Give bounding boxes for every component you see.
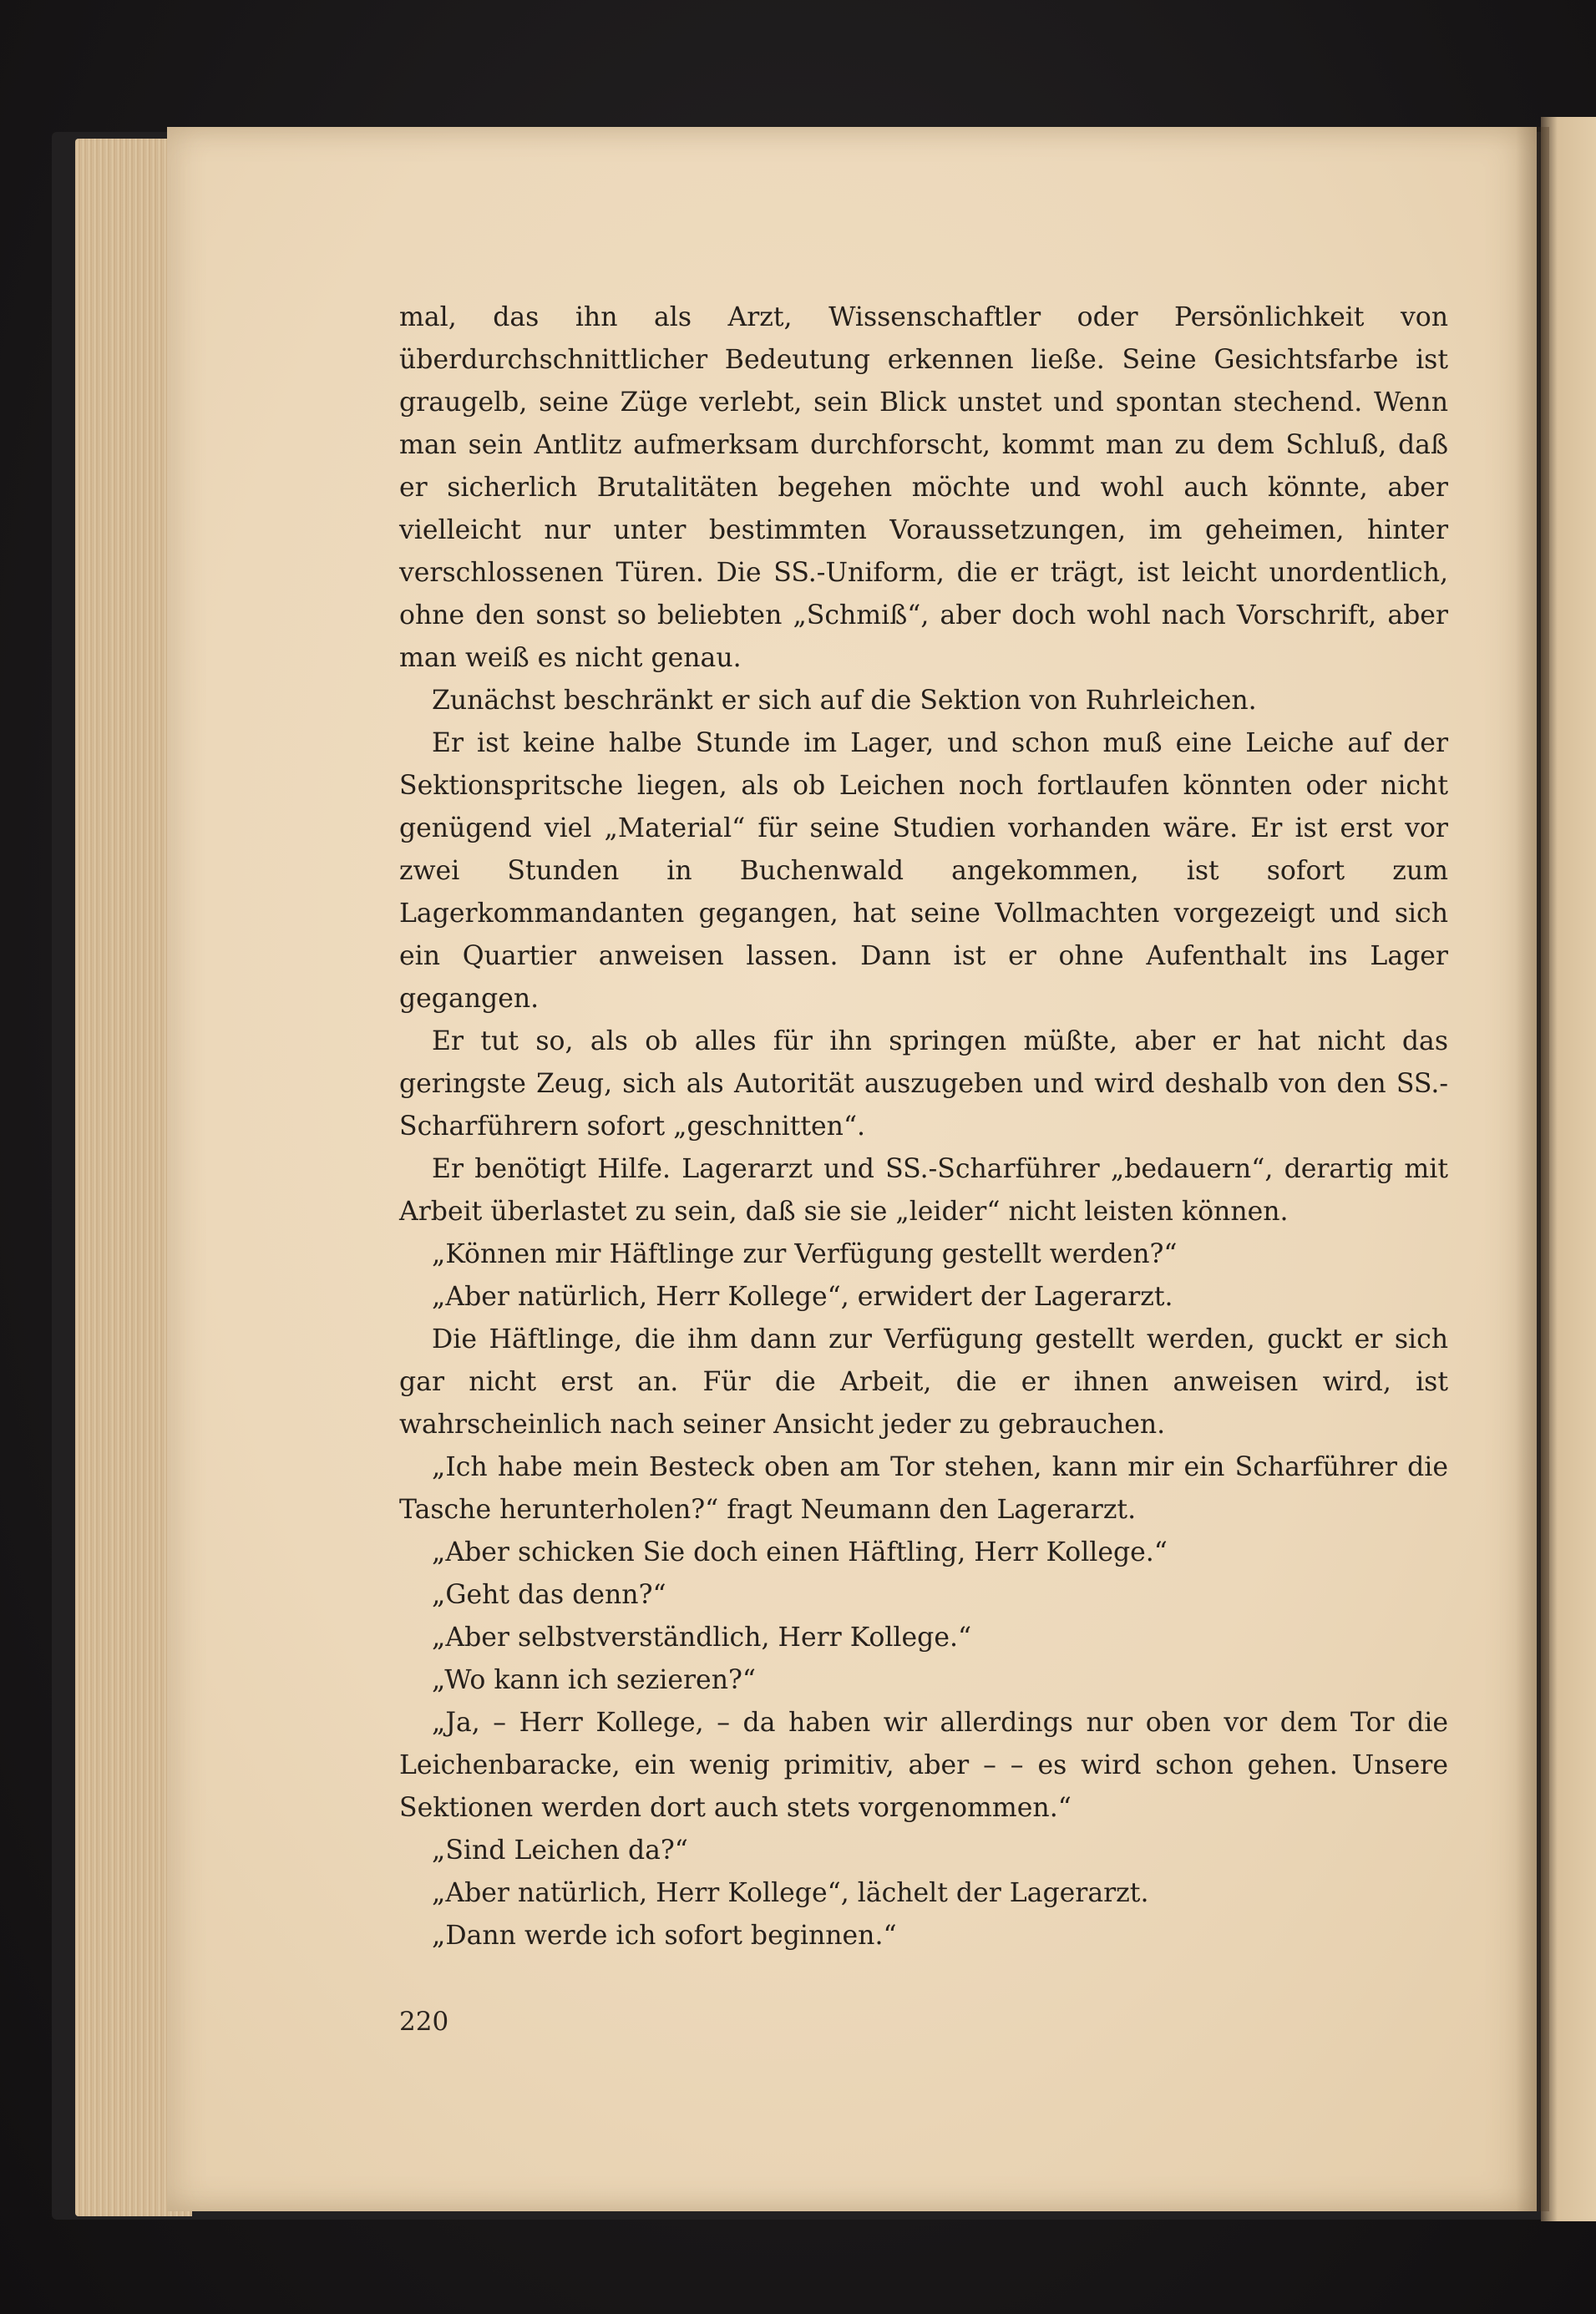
paragraph: „Wo kann ich sezieren?“	[432, 1665, 756, 1695]
paragraph: „Aber selbstverständlich, Herr Kollege.“	[432, 1623, 972, 1653]
spine-shadow	[1516, 127, 1549, 2211]
paragraph: Er ist keine halbe Stunde im Lager, und schon muß eine Leiche auf der Sektionspritsche liegen, als ob Leichen noch fortlaufen könnten oder nicht genügend viel „Material“ für seine Studien vorhanden wäre. Er ist erst vor zwei Stunden in Buchenwald angekommen, ist sofort zum Lagerkommandanten gegangen, hat seine Vollmachten vorgezeigt und sich ein Quartier anweisen lassen. Dann ist er ohne Aufenthalt ins Lager gegangen.	[399, 728, 1448, 1014]
paragraph: „Dann werde ich sofort beginnen.“	[432, 1921, 897, 1951]
paragraph: „Aber natürlich, Herr Kollege“, lächelt der Lagerarzt.	[432, 1878, 1149, 1908]
paragraph: „Ich habe mein Besteck oben am Tor stehen, kann mir ein Scharführer die Tasche herunterholen?“ fragt Neumann den Lagerarzt.	[399, 1452, 1448, 1525]
paragraph: Er benötigt Hilfe. Lagerarzt und SS.-Scharführer „bedauern“, derartig mit Arbeit überlastet zu sein, daß sie sie „leider“ nicht leisten können.	[399, 1154, 1448, 1227]
paragraph: mal, das ihn als Arzt, Wissenschaftler oder Persönlichkeit von überdurchschnittlicher Bedeutung erkennen ließe. Seine Gesichtsfarbe ist graugelb, seine Züge verlebt, sein Blick unstet und spontan stechend. Wenn man sein Antlitz aufmerksam durchforscht, kommt man zu dem Schluß, daß er sicherlich Brutalitäten begehen möchte und wohl auch könnte, aber vielleicht nur unter bestimmten Voraussetzungen, im geheimen, hinter verschlossenen Türen. Die SS.-Uniform, die er trägt, ist leicht unordentlich, ohne den sonst so beliebten „Schmiß“, aber doch wohl nach Vorschrift, aber man weiß es nicht genau.	[399, 302, 1448, 673]
paragraph: „Ja, – Herr Kollege, – da haben wir allerdings nur oben vor dem Tor die Leichenbaracke, ein wenig primitiv, aber – – es wird schon gehen. Unsere Sektionen werden dort auch stets vorgenommen.“	[399, 1708, 1448, 1823]
paragraph: Er tut so, als ob alles für ihn springen müßte, aber er hat nicht das geringste Zeug, sich als Autorität auszugeben und wird deshalb von den SS.-Scharführern sofort „geschnitten“.	[399, 1026, 1448, 1142]
paragraph: „Aber schicken Sie doch einen Häftling, Herr Kollege.“	[432, 1537, 1168, 1567]
paragraph: „Sind Leichen da?“	[432, 1836, 688, 1866]
page-number: 220	[399, 2007, 449, 2037]
paragraph: „Geht das denn?“	[432, 1580, 666, 1610]
body-text	[399, 296, 1448, 1957]
paragraph: „Können mir Häftlinge zur Verfügung gestellt werden?“	[432, 1239, 1178, 1269]
paragraph: Die Häftlinge, die ihm dann zur Verfügung gestellt werden, guckt er sich gar nicht erst an. Für die Arbeit, die er ihnen anweisen wird, ist wahrscheinlich nach seiner Ansicht jeder zu gebrauchen.	[399, 1324, 1448, 1440]
paragraph: „Aber natürlich, Herr Kollege“, erwidert der Lagerarzt.	[432, 1282, 1173, 1312]
paragraph: Zunächst beschränkt er sich auf die Sektion von Ruhrleichen.	[432, 686, 1257, 716]
